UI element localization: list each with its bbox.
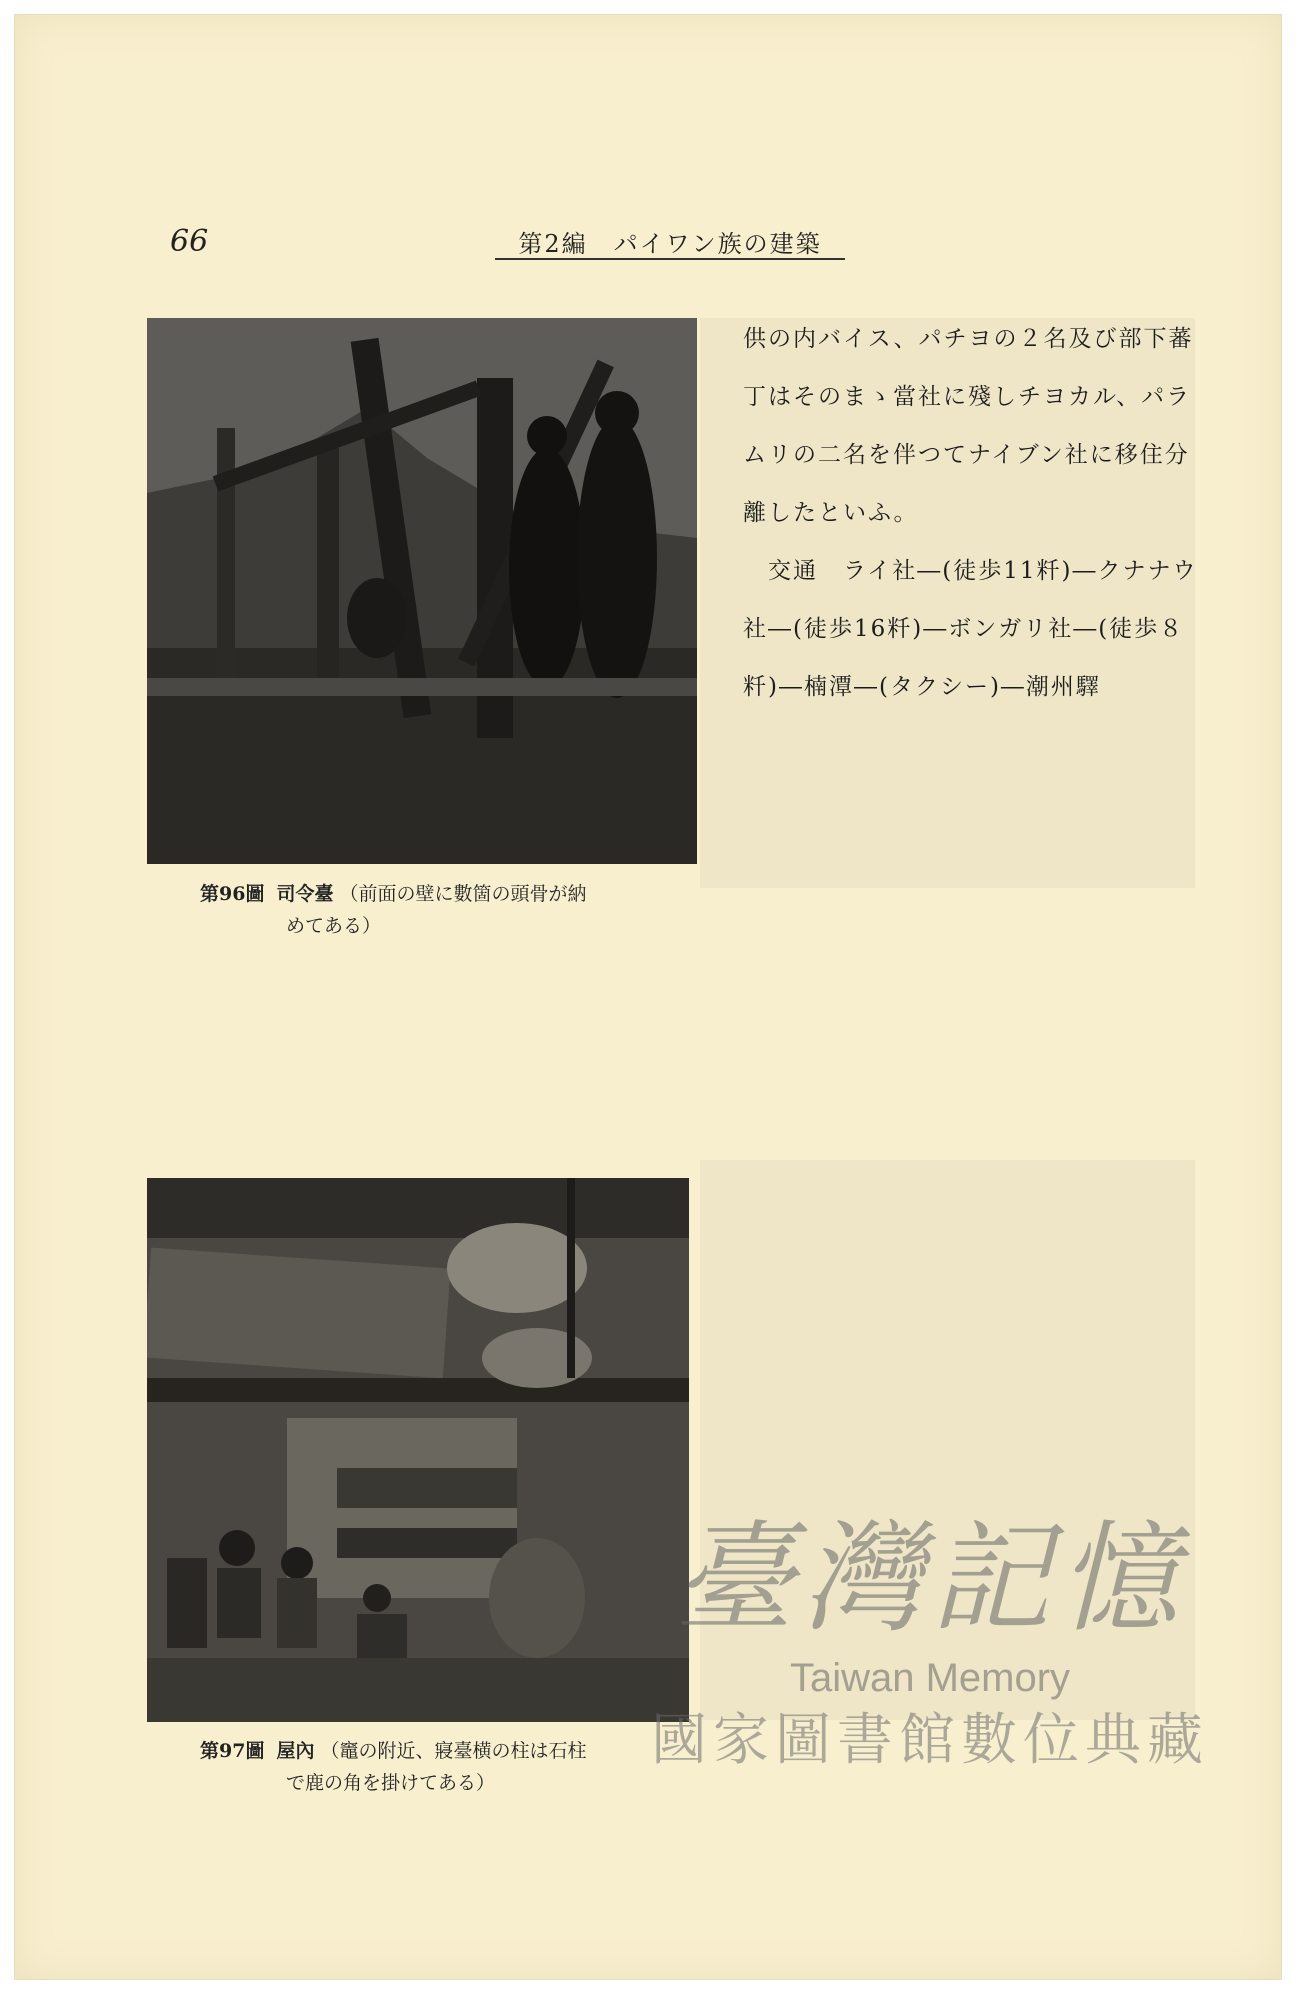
figure-97-caption (200, 1735, 670, 1799)
figure-97-note-line1: （竈の附近、寢臺横の柱は石柱 (320, 1740, 587, 1762)
running-head: 第2編 パイワン族の建築 (518, 230, 822, 258)
page-number: 66 (170, 224, 209, 259)
figure-96-note-line2: めてある） (286, 915, 382, 937)
figure-96-note-line1: （前面の壁に數箇の頭骨が納 (339, 883, 587, 905)
figure-96-label: 第96圖 (200, 883, 265, 905)
photo-house-interior (147, 1178, 689, 1722)
figure-97-note-line2: で鹿の角を掛けてある） (286, 1772, 496, 1794)
body-line: 交通 ライ社―(徒歩11粁)―クナナウ (743, 558, 1198, 584)
body-line: ムリの二名を伴つてナイブン社に移住分 (743, 442, 1190, 468)
watermark-english: Taiwan Memory (789, 1656, 1071, 1700)
figure-96-title: 司令臺 (276, 883, 334, 905)
watermark-calligraphy: 臺灣記憶 (674, 1510, 1186, 1649)
watermark-chinese: 國家圖書館數位典藏 (651, 1708, 1209, 1773)
figure-97-title: 屋內 (276, 1740, 315, 1762)
figure-97-label: 第97圖 (200, 1740, 265, 1762)
body-text (743, 310, 1213, 716)
figure-96-caption (200, 878, 670, 942)
taiwan-memory-watermark (610, 1510, 1250, 1810)
photo-command-platform (147, 318, 697, 864)
body-line: 離したといふ。 (743, 500, 919, 526)
body-line: 供の内バイス、パチヨの２名及び部下蕃 (743, 326, 1194, 352)
body-line: 粁)―楠潭―(タクシー)―潮州驛 (743, 674, 1101, 700)
body-line: 丁はそのまゝ當社に殘しチヨカル、パラ (743, 384, 1192, 410)
body-line: 社―(徒歩16粁)―ボンガリ社―(徒歩８ (743, 616, 1185, 642)
header-rule (495, 258, 845, 260)
